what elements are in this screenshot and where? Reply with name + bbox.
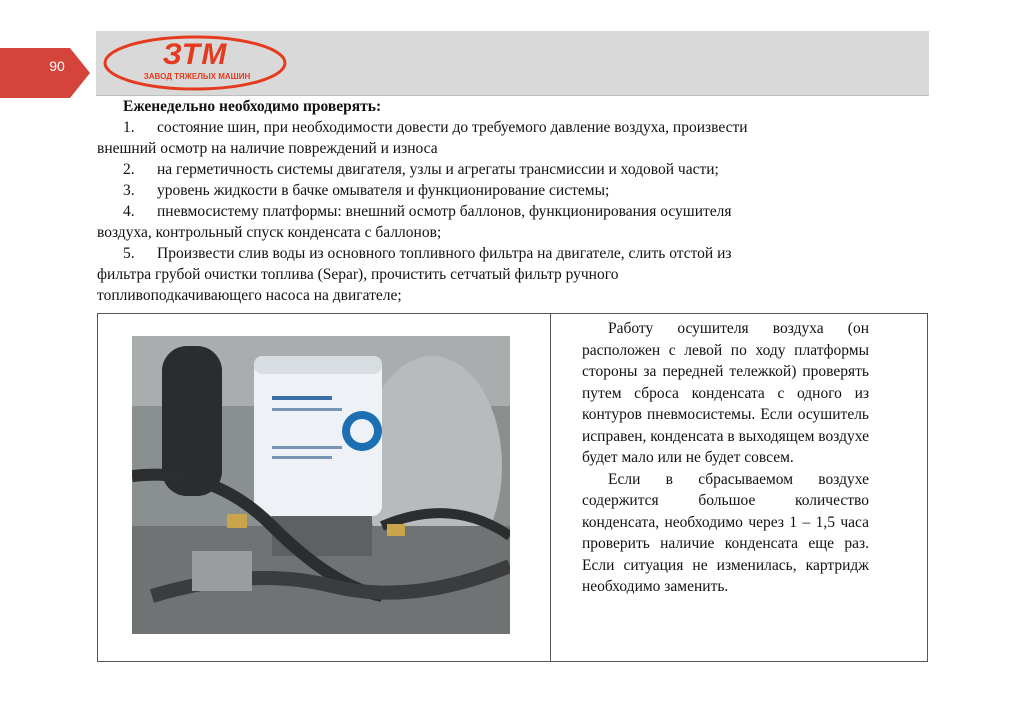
air-dryer-photo — [132, 336, 510, 634]
instruction-table — [97, 313, 928, 662]
table-divider — [550, 314, 551, 661]
checklist-item — [97, 243, 928, 264]
logo-subtitle: ЗАВОД ТЯЖЕЛЫХ МАШИН — [143, 72, 251, 81]
item-number: 4. — [123, 203, 135, 220]
item-number: 3. — [123, 182, 135, 199]
item-text: на герметичность системы двигателя, узлы и агрегаты трансмиссии и ходовой части; — [157, 161, 719, 178]
item-text: уровень жидкости в бачке омывателя и функционирование системы; — [157, 182, 610, 199]
company-logo — [102, 34, 288, 92]
item-continuation: внешний осмотр на наличие повреждений и износа — [97, 140, 438, 157]
instruction-text — [582, 318, 869, 598]
checklist-item — [97, 180, 928, 201]
item-text: Произвести слив воды из основного топливного фильтра на двигателе, слить отстой из — [157, 245, 732, 262]
checklist-item — [97, 117, 928, 138]
item-number: 2. — [123, 161, 135, 178]
logo-text: ЗТМ — [162, 38, 228, 71]
item-continuation: воздуха, контрольный спуск конденсата с баллонов; — [97, 224, 442, 241]
page-number: 90 — [49, 58, 65, 74]
weekly-checklist — [97, 96, 928, 306]
checklist-heading: Еженедельно необходимо проверять: — [123, 98, 382, 115]
item-number: 5. — [123, 245, 135, 262]
instruction-paragraph: Работу осушителя воздуха (он расположен с левой по ходу платформы стороны за передней тележкой) проверять путем сброса конденсата с одного из контуров пневмосистемы. Если осушитель исправен, конденсата в выходящем воздухе будет мало или не будет совсем. — [582, 320, 869, 466]
item-text: состояние шин, при необходимости довести до требуемого давление воздуха, произвести — [157, 119, 748, 136]
checklist-item — [97, 159, 928, 180]
instruction-paragraph: Если в сбрасываемом воздухе содержится большое количество конденсата, необходимо через 1 – 1,5 часа проверить наличие конденсата еще раз. Если ситуация не изменилась, картридж необходимо заменить. — [582, 470, 869, 595]
item-number: 1. — [123, 119, 135, 136]
item-text: пневмосистему платформы: внешний осмотр баллонов, функционирования осушителя — [157, 203, 732, 220]
item-continuation: фильтра грубой очистки топлива (Separ), прочистить сетчатый фильтр ручного — [97, 266, 619, 283]
checklist-item — [97, 201, 928, 222]
item-continuation: топливоподкачивающего насоса на двигателе; — [97, 287, 402, 304]
